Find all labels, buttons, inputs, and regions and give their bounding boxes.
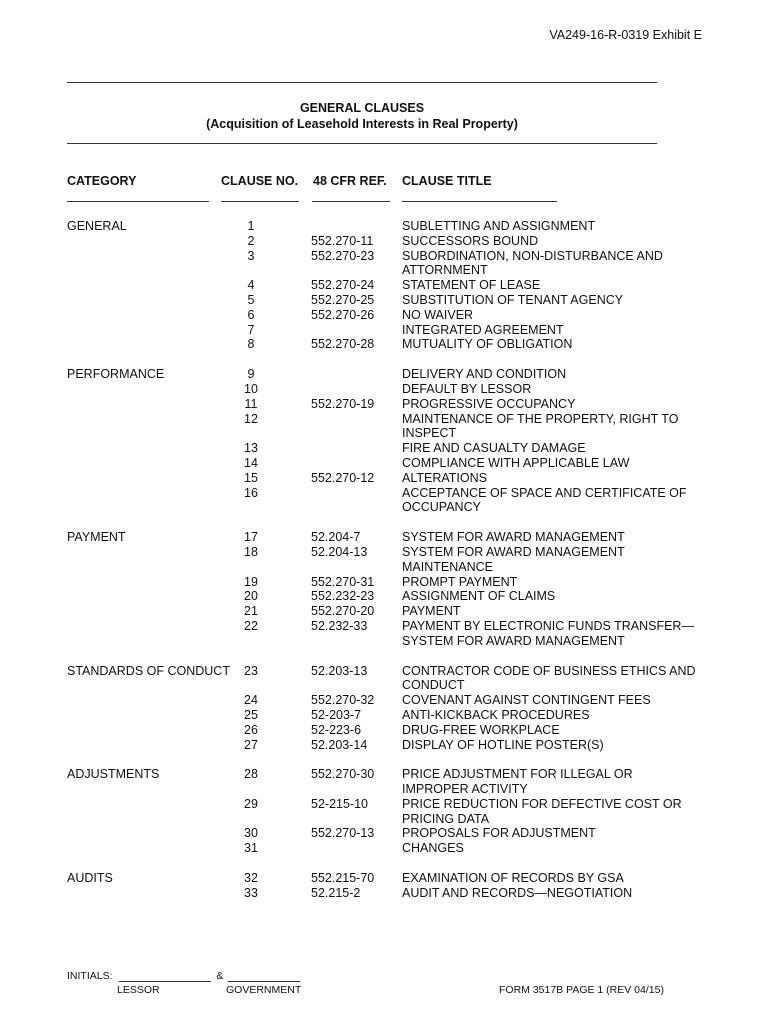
cfr-reference: 52.232-33	[311, 618, 368, 633]
government-label: GOVERNMENT	[226, 984, 302, 996]
cfr-reference: 552.270-19	[311, 396, 375, 411]
clause-row	[67, 871, 707, 886]
clause-number: 33	[244, 885, 258, 900]
header-category-underline	[67, 201, 209, 202]
header-cfr-ref: 48 CFR REF.	[313, 174, 387, 188]
category-label: PERFORMANCE	[67, 367, 165, 382]
clause-row	[67, 219, 707, 234]
clause-group	[67, 367, 707, 515]
title-bottom-rule	[67, 143, 657, 144]
clause-row	[67, 797, 707, 827]
cfr-reference: 52-223-6	[311, 722, 362, 737]
cfr-reference: 552.270-13	[311, 826, 375, 841]
clause-number: 20	[244, 589, 258, 604]
cfr-reference: 552.270-12	[311, 470, 375, 485]
clause-number: 6	[247, 307, 255, 322]
cfr-reference: 52.204-7	[311, 530, 361, 545]
clause-row	[67, 441, 707, 456]
initials-line	[67, 970, 300, 982]
category-label: GENERAL	[67, 219, 127, 233]
clause-title: SUBLETTING AND ASSIGNMENT	[402, 219, 596, 233]
clause-group	[67, 530, 707, 648]
category-label: STANDARDS OF CONDUCT	[67, 663, 230, 678]
clause-group	[67, 219, 707, 352]
category-label: PAYMENT	[67, 530, 126, 545]
header-clause-no-underline	[221, 201, 299, 202]
header-clause-no: CLAUSE NO.	[221, 174, 299, 188]
cfr-reference: 552.232-23	[311, 589, 375, 604]
clause-row	[67, 412, 707, 442]
clause-title: SYSTEM FOR AWARD MANAGEMENT MAINTENANCE	[402, 544, 625, 574]
clause-number: 9	[247, 367, 255, 382]
clause-title: PRICE REDUCTION FOR DEFECTIVE COST OR PRICING DATA	[402, 796, 682, 826]
clause-number: 18	[244, 544, 258, 559]
clause-title: SUBORDINATION, NON-DISTURBANCE AND ATTORNMENT	[402, 248, 663, 278]
clause-row	[67, 323, 707, 338]
cfr-reference: 552.270-32	[311, 693, 375, 708]
cfr-reference: 552.270-25	[311, 292, 375, 307]
cfr-reference: 52-215-10	[311, 796, 368, 811]
cfr-reference: 52.215-2	[311, 885, 361, 900]
clause-row	[67, 530, 707, 545]
clause-number: 14	[244, 455, 258, 470]
clause-number: 27	[244, 737, 258, 752]
clause-number: 22	[244, 618, 258, 633]
clause-row	[67, 471, 707, 486]
clause-title: COMPLIANCE WITH APPLICABLE LAW	[402, 455, 630, 470]
clause-number: 7	[247, 322, 255, 337]
clause-number: 2	[247, 233, 255, 248]
clause-title: SUCCESSORS BOUND	[402, 233, 539, 248]
clause-row	[67, 456, 707, 471]
clause-number: 24	[244, 693, 258, 708]
clause-row	[67, 619, 707, 649]
clause-title: CONTRACTOR CODE OF BUSINESS ETHICS AND CONDUCT	[402, 663, 696, 693]
clause-number: 16	[244, 485, 258, 500]
clause-title: DELIVERY AND CONDITION	[402, 367, 567, 382]
cfr-reference: 552.270-20	[311, 604, 375, 619]
clause-row	[67, 723, 707, 738]
clause-title: CHANGES	[402, 841, 464, 856]
clause-number: 26	[244, 722, 258, 737]
clause-title: NO WAIVER	[402, 307, 474, 322]
form-number: FORM 3517B PAGE 1 (REV 04/15)	[499, 984, 664, 996]
page-subtitle: (Acquisition of Leasehold Interests in Real Property)	[206, 117, 518, 131]
cfr-reference: 552.270-31	[311, 574, 375, 589]
clause-number: 30	[244, 826, 258, 841]
clause-row	[67, 841, 707, 856]
clause-number: 32	[244, 871, 258, 886]
clause-number: 11	[244, 396, 258, 411]
clause-title: PRICE ADJUSTMENT FOR ILLEGAL OR IMPROPER ACTIVITY	[402, 767, 633, 797]
clause-row	[67, 886, 707, 901]
clause-row	[67, 604, 707, 619]
clause-title: DEFAULT BY LESSOR	[402, 381, 532, 396]
clause-row	[67, 308, 707, 323]
clause-title: ACCEPTANCE OF SPACE AND CERTIFICATE OF OCCUPANCY	[402, 485, 687, 515]
clause-title: PAYMENT BY ELECTRONIC FUNDS TRANSFER—SYSTEM FOR AWARD MANAGEMENT	[402, 618, 694, 648]
cfr-reference: 552.270-28	[311, 337, 375, 352]
clause-row	[67, 249, 707, 279]
clause-title: PROGRESSIVE OCCUPANCY	[402, 396, 576, 411]
ampersand: &	[216, 970, 224, 982]
clause-row	[67, 293, 707, 308]
clause-number: 3	[247, 248, 255, 263]
government-initials-blank[interactable]	[228, 971, 300, 982]
clause-number: 19	[244, 574, 258, 589]
clause-title: PROPOSALS FOR ADJUSTMENT	[402, 826, 596, 841]
cfr-reference: 52.203-14	[311, 737, 368, 752]
clause-title: DISPLAY OF HOTLINE POSTER(S)	[402, 737, 604, 752]
lessor-initials-blank[interactable]	[119, 971, 211, 982]
clause-number: 1	[247, 219, 255, 233]
lessor-label: LESSOR	[117, 984, 160, 996]
clause-title: PAYMENT	[402, 604, 461, 619]
clause-table	[67, 219, 707, 916]
clause-number: 5	[247, 292, 255, 307]
clause-title: AUDIT AND RECORDS—NEGOTIATION	[402, 885, 633, 900]
clause-title: FIRE AND CASUALTY DAMAGE	[402, 441, 586, 456]
clause-number: 21	[244, 604, 258, 619]
clause-group	[67, 767, 707, 856]
clause-number: 17	[244, 530, 258, 545]
clause-title: SUBSTITUTION OF TENANT AGENCY	[402, 292, 624, 307]
clause-title: PROMPT PAYMENT	[402, 574, 518, 589]
header-clause-title-underline	[402, 201, 557, 202]
clause-row	[67, 589, 707, 604]
clause-row	[67, 397, 707, 412]
clause-number: 8	[247, 337, 255, 352]
clause-number: 28	[244, 767, 258, 782]
cfr-reference: 552.270-26	[311, 307, 375, 322]
clause-title: INTEGRATED AGREEMENT	[402, 322, 564, 337]
clause-row	[67, 234, 707, 249]
clause-title: STATEMENT OF LEASE	[402, 278, 541, 293]
header-cfr-ref-underline	[312, 201, 390, 202]
clause-title: MAINTENANCE OF THE PROPERTY, RIGHT TO INSPECT	[402, 411, 679, 441]
initials-label: INITIALS:	[67, 970, 113, 982]
clause-title: MUTUALITY OF OBLIGATION	[402, 337, 573, 352]
cfr-reference: 552.270-23	[311, 248, 375, 263]
clause-row	[67, 767, 707, 797]
clause-row	[67, 545, 707, 575]
clause-title: DRUG-FREE WORKPLACE	[402, 722, 560, 737]
clause-number: 25	[244, 707, 258, 722]
clause-number: 23	[244, 663, 258, 678]
clause-title: ANTI-KICKBACK PROCEDURES	[402, 707, 590, 722]
clause-row	[67, 382, 707, 397]
cfr-reference: 52.204-13	[311, 544, 368, 559]
header-clause-title: CLAUSE TITLE	[402, 174, 492, 188]
title-block	[67, 100, 657, 132]
category-label: AUDITS	[67, 871, 113, 886]
clause-row	[67, 278, 707, 293]
clause-title: EXAMINATION OF RECORDS BY GSA	[402, 871, 624, 886]
clause-row	[67, 708, 707, 723]
clause-row	[67, 337, 707, 352]
clause-title: ASSIGNMENT OF CLAIMS	[402, 589, 556, 604]
cfr-reference: 52.203-13	[311, 663, 368, 678]
header-category: CATEGORY	[67, 174, 137, 188]
clause-row	[67, 693, 707, 708]
clause-row	[67, 367, 707, 382]
clause-row	[67, 575, 707, 590]
clause-number: 13	[244, 441, 258, 456]
clause-group	[67, 871, 707, 901]
clause-title: ALTERATIONS	[402, 470, 487, 485]
cfr-reference: 552.270-24	[311, 278, 375, 293]
clause-number: 29	[244, 796, 258, 811]
clause-title: COVENANT AGAINST CONTINGENT FEES	[402, 693, 651, 708]
clause-number: 15	[244, 470, 258, 485]
clause-row	[67, 826, 707, 841]
clause-row	[67, 486, 707, 516]
page-title: GENERAL CLAUSES	[299, 101, 425, 115]
clause-group	[67, 664, 707, 753]
top-rule	[67, 82, 657, 83]
document-id: VA249-16-R-0319 Exhibit E	[549, 28, 702, 42]
cfr-reference: 52-203-7	[311, 707, 362, 722]
clause-number: 31	[244, 841, 258, 856]
cfr-reference: 552.215-70	[311, 871, 375, 886]
clause-row	[67, 738, 707, 753]
clause-number: 4	[247, 278, 255, 293]
category-label: ADJUSTMENTS	[67, 767, 160, 782]
clause-row	[67, 664, 707, 694]
clause-title: SYSTEM FOR AWARD MANAGEMENT	[402, 530, 625, 545]
cfr-reference: 552.270-30	[311, 767, 375, 782]
cfr-reference: 552.270-11	[311, 233, 374, 248]
clause-number: 10	[244, 381, 258, 396]
clause-number: 12	[244, 411, 258, 426]
